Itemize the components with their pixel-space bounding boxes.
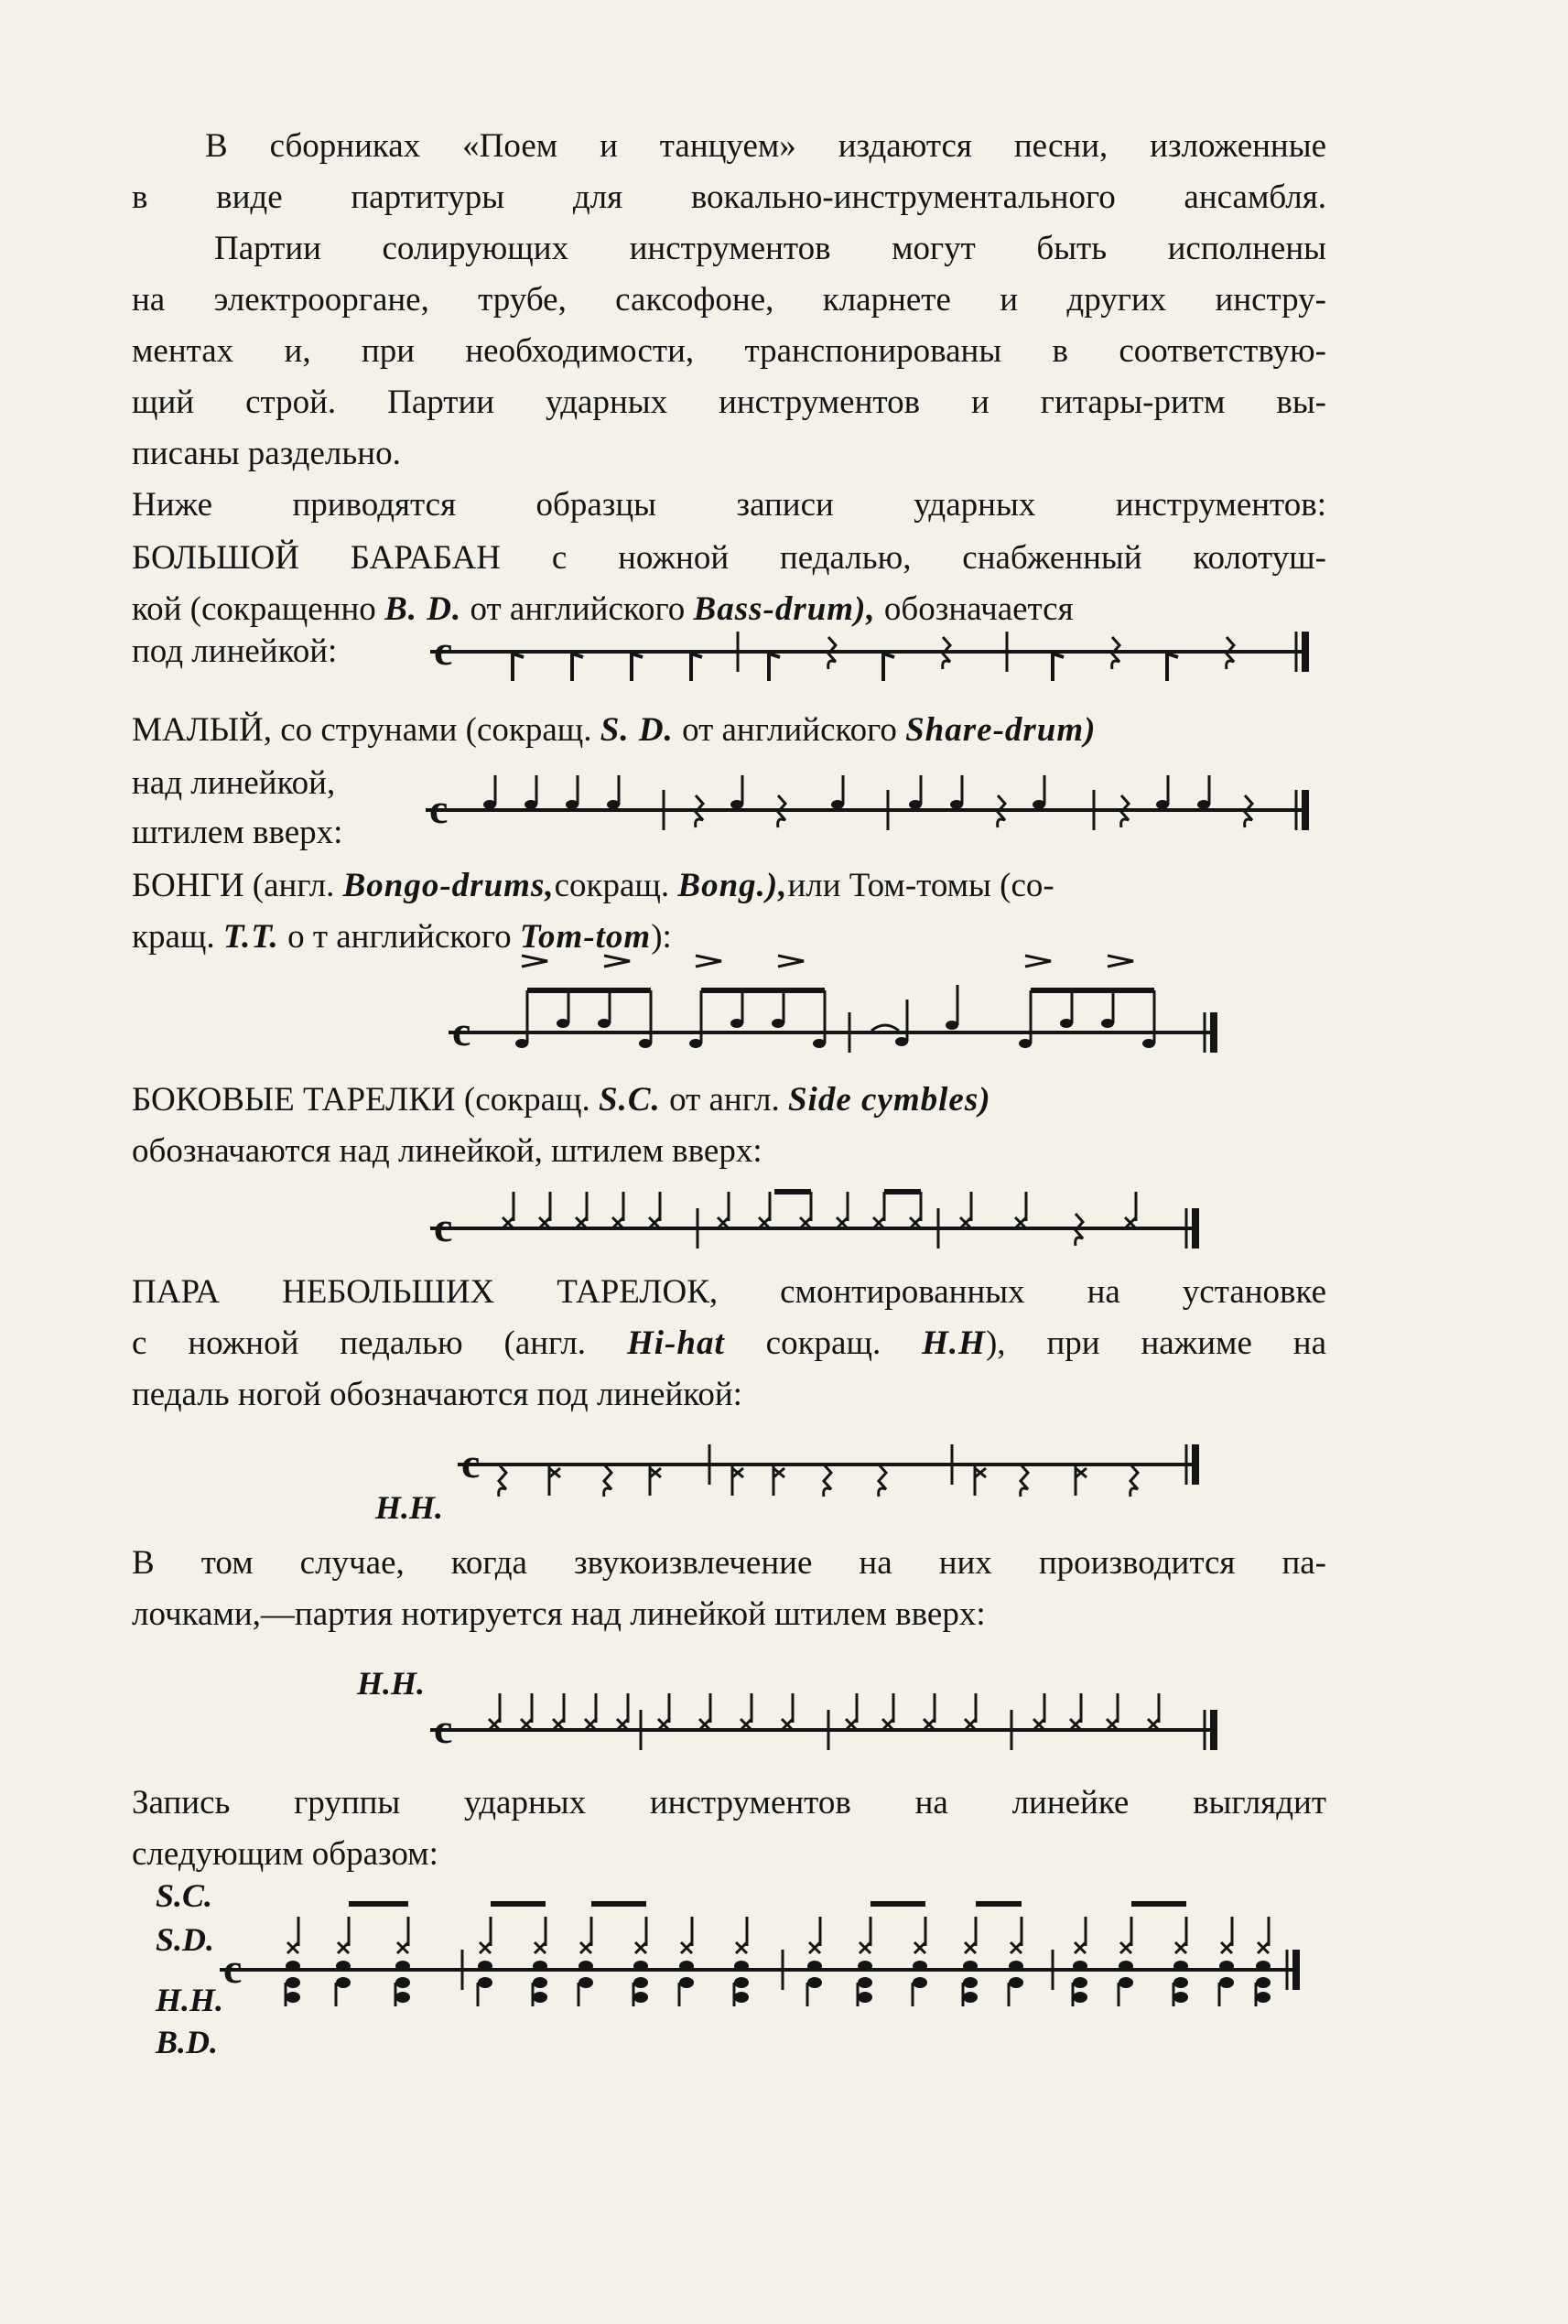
bass-drum-line-1: БОЛЬШОЙ БАРАБАН с ножной педалью, снабженный колотуш- bbox=[132, 539, 1326, 577]
ensemble-staff-snare-1 bbox=[336, 1961, 351, 1972]
ensemble-staff-hihat-1 bbox=[336, 1977, 351, 1988]
ensemble-staff-snare-15 bbox=[1119, 1961, 1133, 1972]
ensemble-staff-snare-17 bbox=[1219, 1961, 1234, 1972]
solo-line-5: писаны раздельно. bbox=[132, 435, 401, 472]
side-cymbal-staff-time-signature: c bbox=[434, 1204, 453, 1250]
intro-line-2: в виде партитуры для вокально-инструментального ансамбля. bbox=[132, 178, 1326, 216]
bass-drum-staff-time-signature: c bbox=[434, 627, 453, 674]
ensemble-staff-bass-2 bbox=[395, 1992, 410, 2003]
group-label-sd: S.D. bbox=[156, 1921, 215, 1958]
hi-hat-pedal-staff-rest-3 bbox=[824, 1465, 831, 1497]
ensemble-staff-bass-4 bbox=[533, 1992, 547, 2003]
ensemble-staff-bass-8 bbox=[734, 1992, 749, 2003]
ensemble-staff-cymbal-14-head bbox=[1075, 1942, 1086, 1953]
bongo-staff-accent-5 bbox=[1108, 956, 1133, 967]
ensemble-staff-hihat-15 bbox=[1119, 1977, 1133, 1988]
ensemble-staff-hihat-16 bbox=[1173, 1977, 1188, 1988]
ensemble-staff-hihat-14 bbox=[1073, 1977, 1087, 1988]
bongo-staff-accent-2 bbox=[696, 956, 721, 967]
group-label-hh: H.H. bbox=[156, 1982, 224, 2018]
hi-hat-line-2: с ножной педалью (англ. Hi-hat сокращ. H.H), при нажиме на bbox=[132, 1324, 1327, 1362]
ensemble-staff-snare-4 bbox=[533, 1961, 547, 1972]
solo-line-3: ментах и, при необходимости, транспонированы в соответствую- bbox=[132, 332, 1326, 370]
ensemble-staff-snare-5 bbox=[579, 1961, 593, 1972]
ensemble-staff-bass-18 bbox=[1256, 1992, 1271, 2003]
ensemble-staff-cymbal-17-head bbox=[1221, 1942, 1232, 1953]
ensemble-staff-hihat-7 bbox=[679, 1977, 694, 1988]
ensemble-staff-snare-3 bbox=[478, 1961, 492, 1972]
ensemble-staff-cymbal-6-head bbox=[635, 1942, 646, 1953]
hi-hat-pedal-staff-note-2-head bbox=[650, 1468, 661, 1477]
hi-hat-line-3: педаль ногой обозначаются под линейкой: bbox=[132, 1376, 742, 1413]
bongo-staff-accent-4 bbox=[1025, 956, 1051, 967]
ensemble-staff-bass-12 bbox=[963, 1992, 978, 2003]
ensemble-staff-snare-13 bbox=[1009, 1961, 1023, 1972]
snare-drum-line-2: над линейкой, bbox=[132, 764, 336, 802]
sticks-staff-label: H.H. bbox=[357, 1665, 426, 1702]
snare-drum-abbr: S. D. bbox=[600, 711, 674, 749]
hi-hat-pedal-staff-rest-4 bbox=[879, 1465, 886, 1497]
hi-hat-pedal-staff-time-signature: c bbox=[461, 1440, 481, 1486]
ensemble-staff-hihat-18 bbox=[1256, 1977, 1271, 1988]
solo-line-2: на электрооргане, трубе, саксофоне, кларнете и других инстру- bbox=[132, 281, 1326, 319]
ensemble-staff-cymbal-8-head bbox=[736, 1942, 747, 1953]
ensemble-staff-hihat-6 bbox=[633, 1977, 648, 1988]
ensemble-staff-hihat-0 bbox=[286, 1977, 300, 1988]
hi-hat-staff-label: H.H. bbox=[375, 1489, 444, 1526]
bass-drum-term: Bass-drum), bbox=[693, 590, 876, 628]
ensemble-staff-cymbal-7-head bbox=[681, 1942, 692, 1953]
ensemble-staff-cymbal-4-head bbox=[535, 1942, 546, 1953]
ensemble-staff-hihat-4 bbox=[533, 1977, 547, 1988]
ensemble-staff-cymbal-12-head bbox=[965, 1942, 976, 1953]
ensemble-staff-cymbal-3-head bbox=[480, 1942, 491, 1953]
ensemble-staff-hihat-11 bbox=[913, 1977, 927, 1988]
bongo-staff-accent-0 bbox=[522, 956, 547, 967]
bongo-staff-accent-3 bbox=[778, 956, 804, 967]
hi-hat-pedal-staff-note-1-head bbox=[549, 1468, 560, 1477]
hi-hat-pedal-staff-rest-2 bbox=[604, 1465, 611, 1497]
ensemble-staff-snare-12 bbox=[963, 1961, 978, 1972]
hi-hat-pedal-staff-note-4-head bbox=[773, 1468, 784, 1477]
ensemble-staff-cymbal-1-head bbox=[338, 1942, 349, 1953]
ensemble-staff-bass-10 bbox=[858, 1992, 872, 2003]
sticks-line-1: В том случае, когда звукоизвлечение на них производится па- bbox=[132, 1544, 1326, 1582]
tomtom-abbr: T.T. bbox=[222, 918, 279, 956]
ensemble-staff-cymbal-15-head bbox=[1120, 1942, 1131, 1953]
ensemble-staff-bass-0 bbox=[286, 1992, 300, 2003]
ensemble-staff-cymbal-16-head bbox=[1175, 1942, 1186, 1953]
side-cymbals-term: Side cymbles) bbox=[787, 1081, 991, 1119]
ensemble-staff-snare-14 bbox=[1073, 1961, 1087, 1972]
bongos-line-1: БОНГИ (англ. Bongo-drums,сокращ. Bong.),или Том-томы (со- bbox=[132, 867, 1054, 904]
ensemble-staff-cymbal-5-head bbox=[580, 1942, 591, 1953]
hi-hat-pedal-staff-rest-5 bbox=[1021, 1465, 1028, 1497]
ensemble-staff-hihat-9 bbox=[807, 1977, 822, 1988]
ensemble-staff-hihat-13 bbox=[1009, 1977, 1023, 1988]
ensemble-staff-snare-16 bbox=[1173, 1961, 1188, 1972]
ensemble-staff-snare-2 bbox=[395, 1961, 410, 1972]
solo-line-1: Партии солирующих инструментов могут быть исполнены bbox=[214, 230, 1326, 267]
ensemble-staff-snare-0 bbox=[286, 1961, 300, 1972]
hi-hat-abbr: H.H bbox=[922, 1324, 986, 1362]
ensemble-staff-snare-9 bbox=[807, 1961, 822, 1972]
solo-line-4: щий строй. Партии ударных инструментов и гитары-ритм вы- bbox=[132, 384, 1326, 421]
side-cymbals-line-1: БОКОВЫЕ ТАРЕЛКИ (сокращ. S.C. от англ. Side cymbles) bbox=[132, 1081, 991, 1119]
intro-line-1: В сборниках «Поем и танцуем» издаются песни, изложенные bbox=[205, 127, 1326, 165]
ensemble-staff-cymbal-13-head bbox=[1011, 1942, 1022, 1953]
bongos-line-2: кращ. T.T. о т английского Tom-tom): bbox=[132, 918, 672, 956]
ensemble-staff-snare-7 bbox=[679, 1961, 694, 1972]
ensemble-staff-cymbal-10-head bbox=[860, 1942, 871, 1953]
ensemble-staff-hihat-5 bbox=[579, 1977, 593, 1988]
bongos-term: Bongo-drums, bbox=[342, 867, 555, 904]
ensemble-staff-snare-8 bbox=[734, 1961, 749, 1972]
ensemble-staff-bass-16 bbox=[1173, 1992, 1188, 2003]
hi-hat-sticks-staff-time-signature: c bbox=[434, 1705, 453, 1752]
hi-hat-pedal-staff-note-6-head bbox=[1076, 1468, 1087, 1477]
side-cymbals-line-2: обозначаются над линейкой, штилем вверх: bbox=[132, 1132, 762, 1170]
bongos-abbr: Bong.), bbox=[677, 867, 788, 904]
ensemble-staff-hihat-8 bbox=[734, 1977, 749, 1988]
hi-hat-pedal-staff-note-3-head bbox=[732, 1468, 743, 1477]
ensemble-staff-snare-6 bbox=[633, 1961, 648, 1972]
ensemble-staff-cymbal-2-head bbox=[397, 1942, 408, 1953]
hi-hat-pedal-staff-rest-1 bbox=[499, 1465, 506, 1497]
bongo-staff-time-signature: c bbox=[452, 1008, 471, 1054]
ensemble-staff-cymbal-18-head bbox=[1258, 1942, 1269, 1953]
ensemble-staff-snare-10 bbox=[858, 1961, 872, 1972]
bongo-staff-tie bbox=[871, 1025, 899, 1031]
ensemble-staff-bass-6 bbox=[633, 1992, 648, 2003]
ensemble-staff-snare-11 bbox=[913, 1961, 927, 1972]
bongo-staff-accent-1 bbox=[604, 956, 630, 967]
side-cymbals-abbr: S.C. bbox=[599, 1081, 661, 1119]
group-line-1: Запись группы ударных инструментов на линейке выглядит bbox=[132, 1784, 1326, 1821]
ensemble-staff-hihat-12 bbox=[963, 1977, 978, 1988]
ensemble-staff-cymbal-11-head bbox=[914, 1942, 925, 1953]
bass-drum-line-3: под линейкой: bbox=[132, 632, 338, 670]
examples-intro: Ниже приводятся образцы записи ударных инструментов: bbox=[132, 486, 1326, 524]
sticks-line-2: лочками,—партия нотируется над линейкой штилем вверх: bbox=[132, 1595, 986, 1633]
ensemble-staff-cymbal-9-head bbox=[809, 1942, 820, 1953]
ensemble-staff-snare-18 bbox=[1256, 1961, 1271, 1972]
ensemble-staff-hihat-10 bbox=[858, 1977, 872, 1988]
hi-hat-pedal-staff-note-5-head bbox=[975, 1468, 986, 1477]
hi-hat-pedal-staff-rest-6 bbox=[1130, 1465, 1138, 1497]
bass-drum-line-2: кой (сокращенно B. D. от английского Bass-drum), обозначается bbox=[132, 590, 1074, 628]
group-label-bd: B.D. bbox=[156, 2024, 219, 2060]
bass-drum-abbr: B. D. bbox=[384, 590, 462, 628]
group-line-2: следующим образом: bbox=[132, 1835, 438, 1873]
ensemble-staff-hihat-2 bbox=[395, 1977, 410, 1988]
ensemble-staff-hihat-17 bbox=[1219, 1977, 1234, 1988]
snare-drum-line-3: штилем вверх: bbox=[132, 814, 343, 851]
tomtom-term: Tom-tom bbox=[519, 918, 652, 956]
snare-drum-line-1: МАЛЫЙ, со струнами (сокращ. S. D. от английского Share-drum) bbox=[132, 711, 1097, 749]
hi-hat-line-1: ПАРА НЕБОЛЬШИХ ТАРЕЛОК, смонтированных на установке bbox=[132, 1273, 1326, 1311]
snare-drum-staff-time-signature: c bbox=[429, 785, 449, 832]
ensemble-staff-cymbal-0-head bbox=[287, 1942, 298, 1953]
hi-hat-term: Hi-hat bbox=[626, 1324, 725, 1362]
ensemble-staff-bass-14 bbox=[1073, 1992, 1087, 2003]
ensemble-staff-hihat-3 bbox=[478, 1977, 492, 1988]
ensemble-staff-time-signature: c bbox=[223, 1945, 243, 1992]
snare-drum-term: Share-drum) bbox=[905, 711, 1097, 749]
group-label-sc: S.C. bbox=[156, 1877, 213, 1914]
